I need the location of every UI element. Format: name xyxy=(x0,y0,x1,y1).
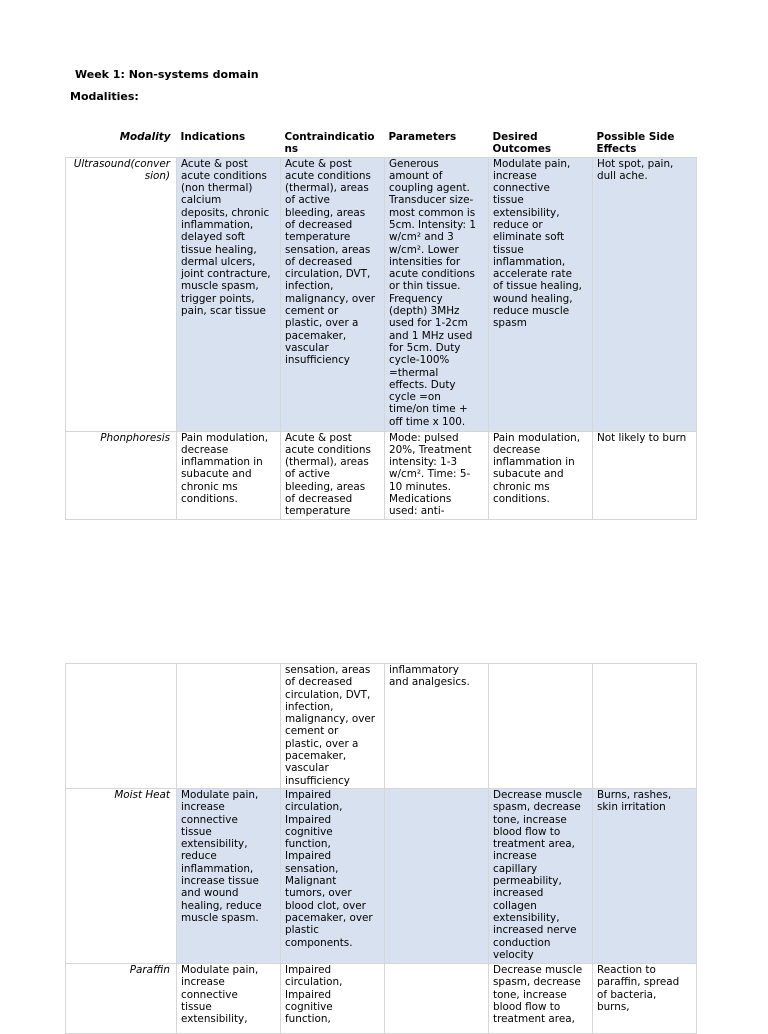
table-row xyxy=(66,664,697,789)
row-parameters xyxy=(385,789,489,964)
row-desired-outcomes: Pain modulation, decrease inflammation in subacute and chronic ms conditions. xyxy=(489,431,593,519)
row-side-effects xyxy=(593,664,697,789)
header-side-effects: Possible Side Effects xyxy=(596,131,675,156)
row-modality: Paraffin xyxy=(66,964,177,1034)
row-modality: Phonphoresis xyxy=(66,431,177,519)
row-parameters: Generous amount of coupling agent. Transducer size- most common is 5cm. Intensity: 1 w/cm² and 3 w/cm². Lower intensities for acute conditions or thin tissue. Frequency (depth) 3MHz used for 1-2cm and 1 MHz used for 5cm. Duty cycle-100% =thermal effects. Duty cycle =on time/on time + off time x 100. xyxy=(385,157,489,431)
row-desired-outcomes: Decrease muscle spasm, decrease tone, increase blood flow to treatment area, increase capillary permeability, increased collagen extensibility, increased nerve conduction velocity xyxy=(489,789,593,964)
row-side-effects: Hot spot, pain, dull ache. xyxy=(593,157,697,431)
header-indications: Indications xyxy=(180,131,246,143)
row-indications: Modulate pain, increase connective tissue extensibility, reduce inflammation, increase tissue and wound healing, reduce muscle spasm. xyxy=(177,789,281,964)
row-indications: Pain modulation, decrease inflammation in subacute and chronic ms conditions. xyxy=(177,431,281,519)
row-modality: Ultrasound(conver sion) xyxy=(66,157,177,431)
row-parameters: Mode: pulsed 20%, Treatment intensity: 1-3 w/cm². Time: 5- 10 minutes. Medications used: anti- xyxy=(385,431,489,519)
row-side-effects: Not likely to burn xyxy=(593,431,697,519)
row-parameters: inflammatory and analgesics. xyxy=(385,664,489,789)
row-side-effects: Burns, rashes, skin irritation xyxy=(593,789,697,964)
row-contraindications: Acute & post acute conditions (thermal), areas of active bleeding, areas of decreased temperature sensation, areas of decreased circulation, DVT, infection, malignancy, over cement or plastic, over a pacemaker, vascular insufficiency xyxy=(281,157,385,431)
row-indications: Modulate pain, increase connective tissue extensibility, xyxy=(177,964,281,1034)
header-modality: Modality xyxy=(119,131,171,143)
header-parameters: Parameters xyxy=(388,131,457,143)
row-desired-outcomes: Decrease muscle spasm, decrease tone, increase blood flow to treatment area, xyxy=(489,964,593,1034)
header-desired-outcomes: Desired Outcomes xyxy=(492,131,552,156)
row-contraindications: sensation, areas of decreased circulation, DVT, infection, malignancy, over cement or plastic, over a pacemaker, vascular insufficiency xyxy=(281,664,385,789)
row-modality: Moist Heat xyxy=(66,789,177,964)
table-row xyxy=(66,789,697,964)
row-indications xyxy=(177,664,281,789)
modalities-table-page-2 xyxy=(65,663,697,1034)
table-row xyxy=(66,964,697,1034)
table-row xyxy=(66,157,697,431)
row-side-effects: Reaction to paraffin, spread of bacteria, burns, xyxy=(593,964,697,1034)
table-row xyxy=(66,431,697,519)
header-contraindications: Contraindicatio ns xyxy=(284,131,375,156)
table-header-row xyxy=(66,131,697,157)
row-parameters xyxy=(385,964,489,1034)
row-modality xyxy=(66,664,177,789)
row-contraindications: Impaired circulation, Impaired cognitive function, xyxy=(281,964,385,1034)
row-contraindications: Impaired circulation, Impaired cognitive function, Impaired sensation, Malignant tumors, over blood clot, over pacemaker, over plastic components. xyxy=(281,789,385,964)
document-title: Week 1: Non-systems domain xyxy=(75,68,259,81)
modalities-table-page-1 xyxy=(65,131,697,520)
row-desired-outcomes: Modulate pain, increase connective tissue extensibility, reduce or eliminate soft tissue inflammation, accelerate rate of tissue healing, wound healing, reduce muscle spasm xyxy=(489,157,593,431)
row-contraindications: Acute & post acute conditions (thermal), areas of active bleeding, areas of decreased temperature xyxy=(281,431,385,519)
row-desired-outcomes xyxy=(489,664,593,789)
row-indications: Acute & post acute conditions (non thermal) calcium deposits, chronic inflammation, delayed soft tissue healing, dermal ulcers, joint contracture, muscle spasm, trigger points, pain, scar tissue xyxy=(177,157,281,431)
section-heading: Modalities: xyxy=(70,90,139,103)
